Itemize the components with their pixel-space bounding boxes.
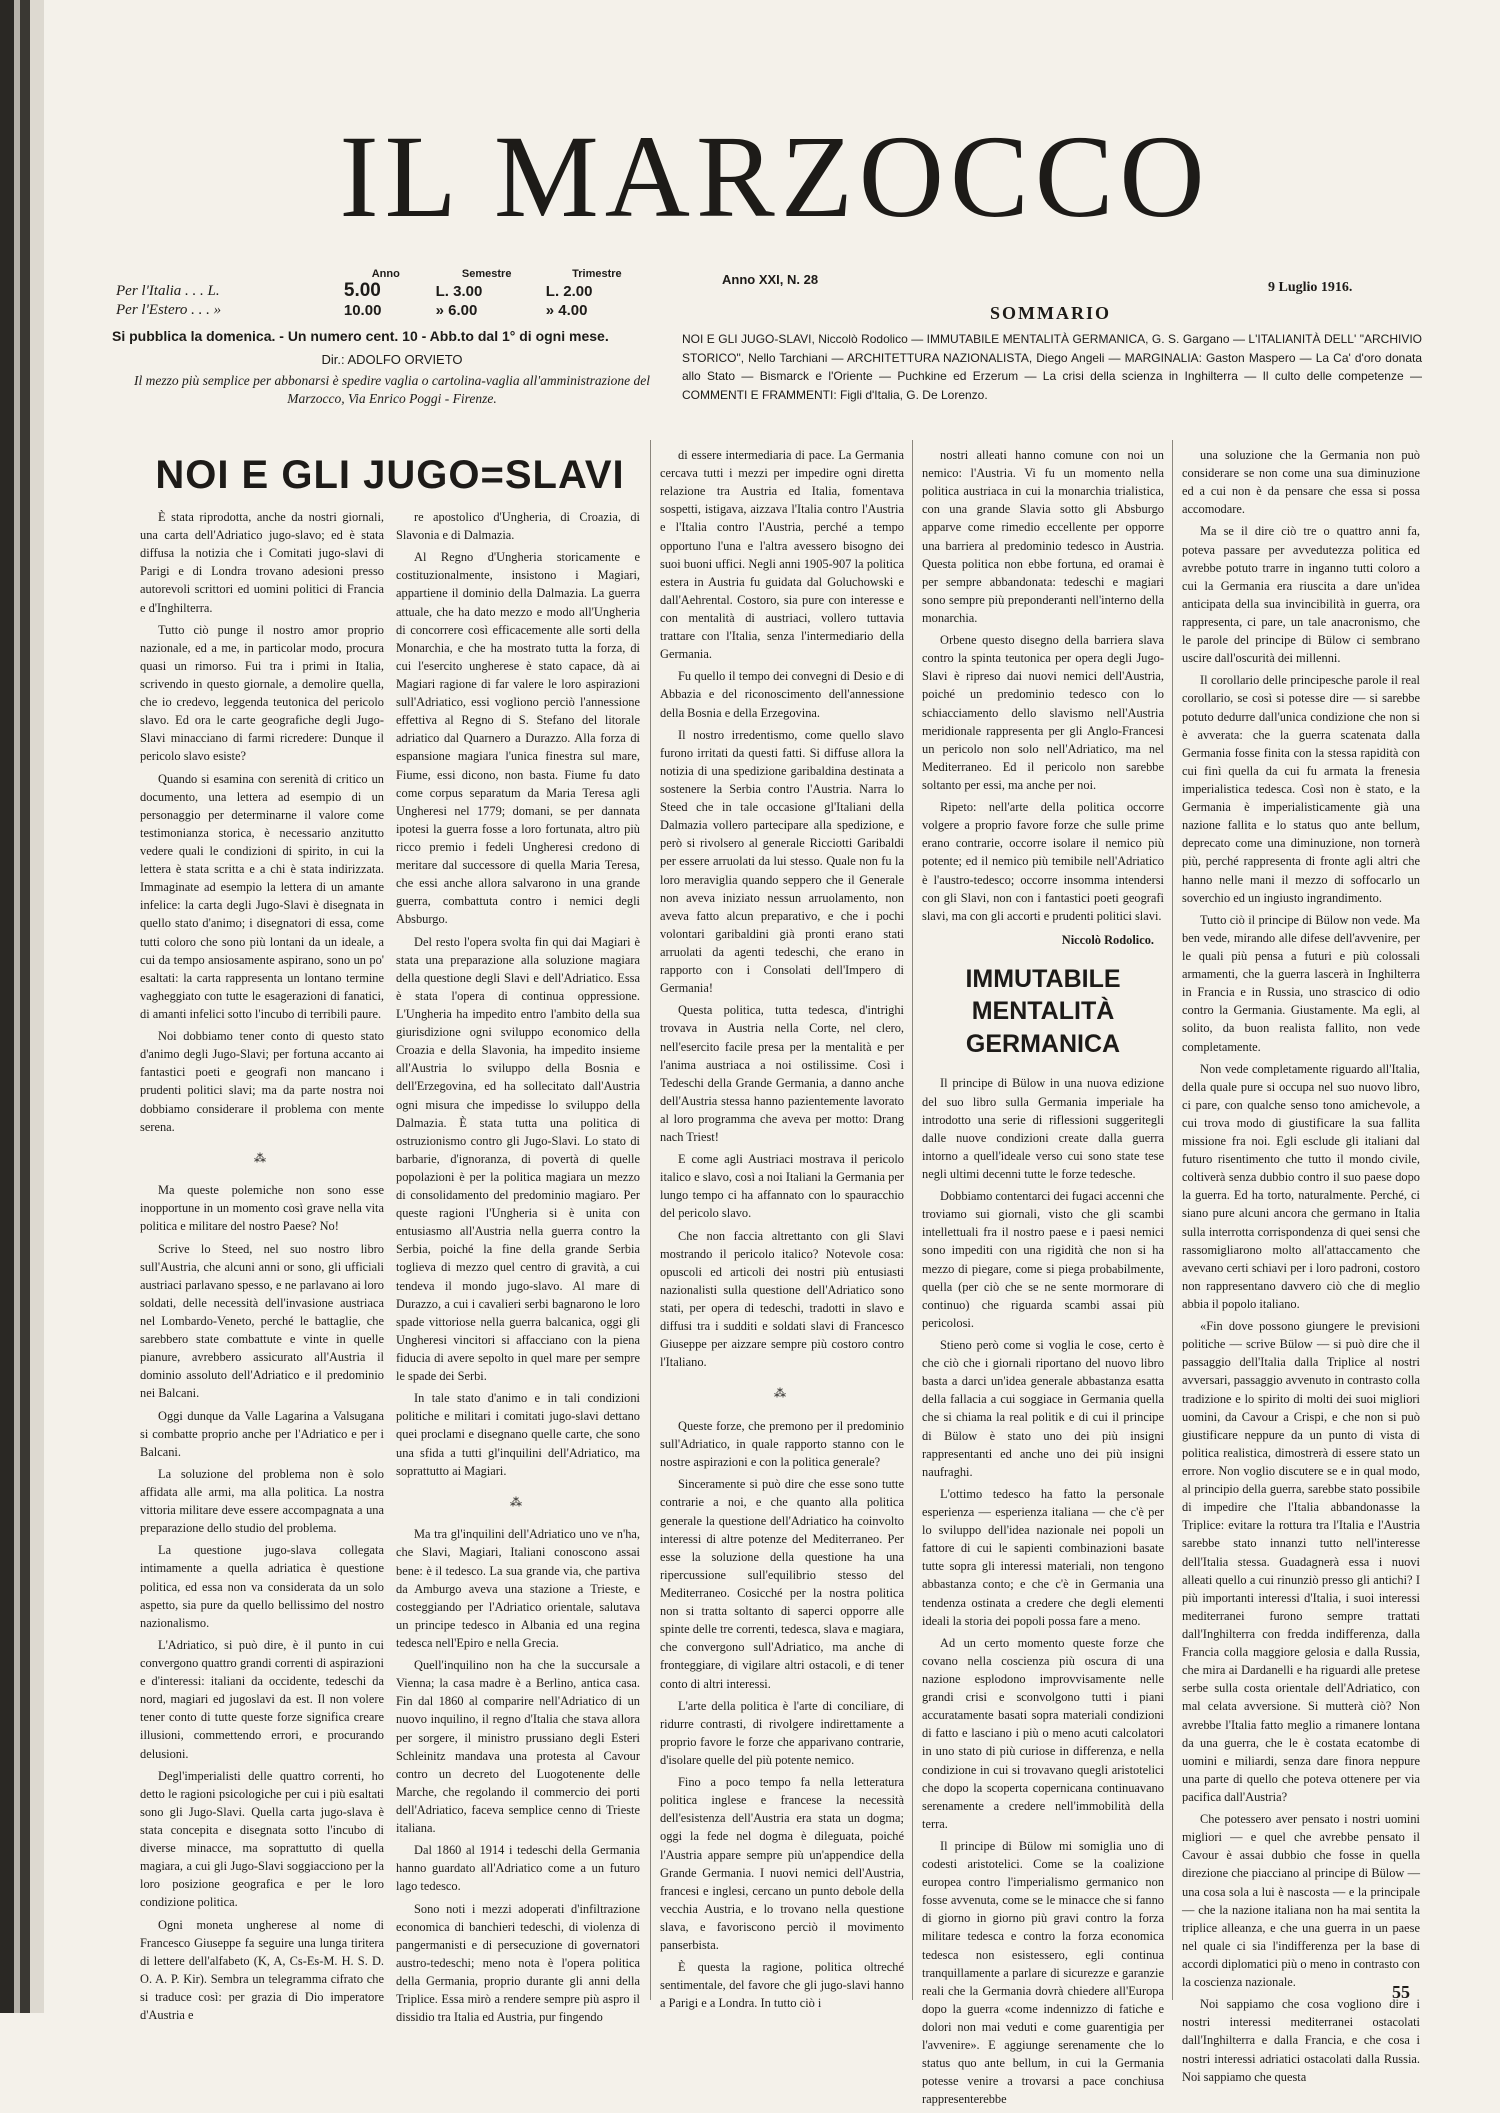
article-paragraph: L'Adriatico, si può dire, è il punto in cui convergono quattro grandi correnti di aspirazioni e d'interessi: italiani da occidente, tedeschi da nord, magiari ed jugoslavi da est. Il non volere tener conto di tutte queste forze significa creare illusioni, commettendo errori, e procurando delusioni. [140,1637,384,1761]
article-paragraph: Dobbiamo contentarci dei fugaci accenni che troviamo sui giornali, visto che gli scambi intellettuali fra il nostro paese e i paesi nemici sono impediti con una rigidità che non si ha mezzo di piegare, come si piega probabilmente, quella (per ciò che se ne sente mormorare di continuo) che riguarda scambi assai più pericolosi. [922,1189,1164,1330]
article-paragraph: Noi sappiamo che cosa vogliono dire i nostri interessi mediterranei ostacolati dall'Inghilterra e dalla Francia, e che cosa i nostri interessi adriatici ostacolati dalla Russia. Noi sappiamo che questa [1182,1997,1420,2084]
article-paragraph: Quell'inquilino non ha che la succursale a Vienna; la casa madre è a Berlino, antica casa. Fin dal 1860 al comparire nell'Adriatico di un nuovo inquilino, il regno d'Italia che stava allora per sorgere, il ministro prussiano degli Esteri Schleinitz mandava una protesta al Cavour contro un decreto del Luogotenente delle Marche, che regolando il commercio dei porti dell'Adriatico, faceva semplice cenno di Trieste italiana. [396,1658,640,1836]
article-paragraph: La questione jugo-slava collegata intimamente a quella adriatica è questione politica, ed essa non va considerata da un solo aspetto, sia pure da quello bellissimo del nostro nazionalismo. [140,1543,384,1630]
headline-line: IMMUTABILE [965,964,1121,993]
article-paragraph: Sono noti i mezzi adoperati d'infiltrazione economica di banchieri tedeschi, di violenza di pangermanisti e di persecuzione di governatori austro-tedeschi; meno nota è l'opera politica della Germania, proprio durante gli anni della Triplice. Essa mirò a rendere sempre più aspro il dissidio tra Italia ed Austria, pur fingendo [396,1901,640,2025]
article-paragraph: nostri alleati hanno comune con noi un nemico: l'Austria. Vi fu un momento nella politica austriaca in cui la monarchia trialistica, con una grande Slavia sotto gli Absburgo apparve come rimedio eccellente per opporre una barriera al predominio tedesco in Austria. Questa politica non ebbe fortuna, ed oramai è per sempre abbandonata: tedeschi e magiari sono sempre più preponderanti nell'interno della monarchia. [922,448,1164,625]
article-column [922,446,1164,2113]
article-paragraph: Sinceramente si può dire che esse sono tutte contrarie a noi, e che quanto alla politica generale la questione dell'Adriatico ha coinvolto interessi di altre potenze del Mediterraneo. Per esse la soluzione della questione ha una ripercussione sull'equilibrio stesso del Mediterraneo. Cosicché per la nostra politica non si tratta soltanto di saperci opporre alle spinte delle tre correnti, tedesca, slava e magiara, che convergono sull'Adriatico, ma anche di fronteggiare, di vigilare altri ostacoli, e di tener conto di altri interessi. [660,1477,904,1691]
article-paragraph: Il nostro irredentismo, come quello slavo furono irritati da questi fatti. Si diffuse allora la notizia di una spedizione garibaldina destinata a sostenere la Serbia contro l'Austria. Narra lo Steed che in tale occasione gl'Italiani della Dalmazia vollero partecipare alla spedizione, e però si rivolsero al generale Ricciotti Garibaldi per essere arruolati da lui stesso. Quale non fu la loro meraviglia quando seppero che il Generale non aveva iniziato nessun arruolamento, non aveva fatto alcun preparativo, e che i pochi volontari garibaldini già pronti erano stati arruolati da agenti tedeschi, che erano in rapporto con i Consolati dell'Impero di Germania! [660,727,904,996]
page-binding-edge [0,0,44,2013]
article-paragraph: Ad un certo momento queste forze che covano nella coscienza più oscura di una nazione esplodono improvvisamente nelle grandi crisi e sconvolgono tutti i piani accuratamente basati sopra materiali condizioni di fatto e lasciano i più o meno acuti calcolatori in uno stato di più curiose in differenza, e nella condizione in cui si trovavano quegli aristotelici che dopo la scoperta copernicana continuavano serenamente a credere nell'immobilità della terra. [922,1635,1164,1831]
sommario-text: NOI E GLI JUGO-SLAVI, Niccolò Rodolico — IMMUTABILE MENTALITÀ GERMANICA, G. S. Gargano — L'ITALIANITÀ DELL' "ARCHIVIO STORICO", Nello Tarchiani — ARCHITETTURA NAZIONALISTA, Diego Angeli — MARGINALIA: Gaston Maspero — La Ca' d'oro donata allo Stato — Bismarck e l'Oriente — Puchkine ed Erzerum — La crisi della scienza in Inghilterra — Il culto delle competenze — COMMENTI E FRAMMENTI: Figli d'Italia, G. De Lorenzo. [682,332,1422,402]
article-paragraph: Non vede completamente riguardo all'Italia, della quale pure si occupa nel suo nuovo libro, ci pare, con qualche senso tono amichevole, a cui trova modo di giustificare la sua fallita missione fra noi. Egli esclude gli italiani dal futuro risentimento che tutto il mondo civile, coltiverà senza dubbio contro il suo paese dopo la guerra. Ed ha torto, naturalmente. Perché, ci siano pure alcuni ancora che germano in Italia sulla interrotta corrispondenza di quei sensi che rassomigliarono molto all'attaccamento che avevano certi schiavi per i loro padroni, costoro non rappresentano davvero ciò che di meglio abbia il popolo italiano. [1182,1061,1420,1312]
article-column [396,508,640,2030]
article-paragraph: Questa politica, tutta tedesca, d'intrighi trovava in Austria nella Corte, nel clero, nell'esercito facile presa per la mentalità e per l'anima austriaca a noi ostilissime. Così i Tedeschi della Grande Germania, a danno anche dell'Austria stessa hanno pazientemente lavorato al loro programma che aveva per motto: Drang nach Triest! [660,1003,904,1145]
article-paragraph: L'ottimo tedesco ha fatto la personale esperienza — esperienza italiana — che c'è per lo sviluppo dell'idea nazionale nei popoli un fattore di cui le sapienti combinazioni basate tutte sopra gli interessi materiali, non tengono abbastanza conto; e che c'è in Germania una tendenza ostinata a credere che degli elementi ideali la storia dei popoli possa fare a meno. [922,1486,1164,1628]
section-divider: ⁂ [510,1494,526,1509]
article-paragraph: Che potessero aver pensato i nostri uomini migliori — e quel che avrebbe pensato il Cavour è assai dubbio che fosse in quella direzione che piacciano al principe di Bülow — una cosa sola a lui è nascosta — e la principale — che la nazione italiana non ha mai sentita la triplice alleanza, e che una guerra in un paese nel quale ci sia l'indifferenza per la base di accordi diplomatici più o meno in contrasto con la coscienza nazionale. [1182,1812,1420,1990]
subscription-instructions: Il mezzo più semplice per abbonarsi è spedire vaglia o cartolina-vaglia all'amministrazione del Marzocco, Via Enrico Poggi - Firenze. [133,373,651,407]
article-paragraph: Che non faccia altrettanto con gli Slavi mostrando il pericolo italico? Notevole cosa: opuscoli ed articoli dei nostri più entusiasti nazionalisti sulla questione dell'Adriatico sono stati, per opera di tedeschi, tradotti in slavo e diffusi tra i sudditi e soldati slavi di Francesco Giuseppe per aizzare sempre più costoro contro l'Italiano. [660,1228,904,1370]
column-rule [650,440,651,2000]
article-paragraph: È stata riprodotta, anche da nostri giornali, una carta dell'Adriatico jugo-slavo; ed è stata diffusa la notizia che i Comitati jugo-slavi di Parigi e di Londra trovano adesioni presso autorevoli scrittori ed uomini politici di Francia e d'Inghilterra. [140,510,384,615]
article-paragraph: di essere intermediaria di pace. La Germania cercava tutti i mezzi per impedire ogni diretta relazione tra Austria ed Italia, fomentava sospetti, istigava, aizzava l'Italia contro l'Austria e l'Italia contro l'Austria, perché a tempo opportuno l'una e l'altra avessero bisogno dei suoi buoni uffici. Negli anni 1905-907 la politica estera in Austria fu guidata dal Goluchowski e dall'Aehrental. Costoro, sia pure con interesse e con mentalità di austriaci, vollero tuttavia trattare con l'Italia, senza l'intermediario della Germania. [660,448,904,662]
article-paragraph: In tale stato d'animo e in tali condizioni politiche e militari i comitati jugo-slavi dettano quei proclami e disegnano quelle carte, che sono una sfida a tutti gl'inquilini dell'Adriatico, ma soprattutto ai Magiari. [396,1391,640,1478]
article-paragraph: Queste forze, che premono per il predominio sull'Adriatico, in quale rapporto stanno con le nostre aspirazioni e con la politica generale? [660,1418,904,1470]
sommario-title: SOMMARIO [990,303,1111,323]
article-paragraph: Degl'imperialisti delle quattro correnti, ho detto le ragioni psicologiche per cui i più esaltati sono gli Jugo-Slavi. Quella carta jugo-slava è stata concepita e disegnata sotto l'incubo di diverse minacce, ma soprattutto di quella magiara, a cui gli Jugo-Slavi soggiacciono per la loro posizione geografica e per le loro condizione politica. [140,1768,384,1910]
article-paragraph: Ogni moneta ungherese al nome di Francesco Giuseppe fa seguire una lunga tiritera di lettere dell'alfabeto (K, A, Cs-Es-M. H. S. D. O. A. P. Kir). Sembra un telegramma cifrato che si traduce così: per grazia di Dio imperatore d'Austria e [140,1917,384,2023]
article-paragraph: Il principe di Bülow mi somiglia uno di codesti aristotelici. Come se la coalizione europea contro l'imperialismo germanico non fosse avvenuta, come se le minacce che si fanno di giorno in giorno più gravi contro la forza militare tedesca e contro la forza economica tedesca non esistessero, egli continua tranquillamente a parlare di sicurezze e garanzie reali che la Germania dovrà chiedere all'Europa dopo la guerra «come indennizzo di fatiche e dolori non mai veduti e come guarentigia per l'avvenire». E aggiunge serenamente che lo status quo ante bellum, in cui la Germania potesse venire a trovarsi a pace conchiusa rappresenterebbe [922,1838,1164,2107]
subscription-table [112,268,652,319]
subscription-annual: 5.00 [343,280,381,301]
subscription-header-trimestre: Trimestre [572,268,622,280]
article-paragraph: E come agli Austriaci mostrava il pericolo italico e slavo, così a noi Italiani la Germania per lungo tempo ci ha affannato con lo spauracchio del pericolo slavo. [660,1152,904,1221]
subscription-header-anno: Anno [371,268,400,280]
article-paragraph: Oggi dunque da Valle Lagarina a Valsugana si combatte proprio anche per l'Adriatico e per i Balcani. [140,1408,384,1459]
article-column [660,446,904,2016]
article-headline-immutabile [922,963,1164,1061]
article-signature: Niccolò Rodolico. [1061,932,1154,947]
article-paragraph: Ma queste polemiche non sono esse inopportune in un momento così grave nella vita politica e militare del nostro Paese? No! [140,1183,384,1234]
subscription-annual: 10.00 [343,302,382,319]
headline-line: GERMANICA [965,1029,1121,1058]
subscription-trimestre: » 4.00 [545,302,588,319]
article-paragraph: L'arte della politica è l'arte di conciliare, di ridurre contrasti, di rivolgere indirettamente a proprio favore le forze che apparivano contrarie, d'isolare quelle del più potente nemico. [660,1698,904,1767]
masthead-title: IL MARZOCCO [339,111,1211,242]
article-paragraph: Al Regno d'Ungheria storicamente e costituzionalmente, insistono i Magiari, appartiene il dominio della Dalmazia. La guerra attuale, che ha dato mezzo e modo all'Ungheria di concorrere così efficacemente alle sorti della Monarchia, e che ha mostrato tutta la forza, di cui l'esercito ungherese è stato capace, dà ai Magiari ragione di far valere le loro aspirazioni sull'Adriatico, essi vogliono perciò l'annessione effettiva al Regno di S. Stefano del litorale adriatico dal Quarnero a Durazzo. Alla forza di espansione magiara l'unica finestra sul mare, Fiume, essi dicono, non basta. Fiume fu dato come corpus separatum da Maria Teresa agli Ungheresi nel 1779; domani, se per dannata ipotesi la guerra fosse a loro fortunata, altro più ricco premio i fedeli Ungheresi credono di meritare dal successore di quella Maria Teresa, che essi anche allora salvarono in una grande guerra, combattuta contro i nemici degli Absburgo. [396,550,640,927]
article-paragraph: «Fin dove possono giungere le previsioni politiche — scrive Bülow — si può dire che il passaggio dell'Italia dalla Triplice al nostri avversari, passaggio avvenuto in contrasto colla tradizione e lo spirito di molti dei suoi migliori uomini, da Cavour a Crispi, e che non si può giustificare neppure da un punto di vista di politica realistica, dimostrerà di essere stato un errore. Non voglio discutere se e in qual modo, al principio della guerra, sarebbe stato possibile di impedire che l'Italia abbandonasse la Triplice: evitare la rottura tra l'Italia e l'Austria sarebbe stato innanzi tutto nell'interesse dell'Italia stessa. Guadagnerà essa i nuovi alleati quello a cui rinunziò presso gli antichi? I più importanti interessi d'Italia, i suoi interessi mediterranei furono sempre trattati dall'Inghilterra con fredda indifferenza, dalla Francia colla maggiore gelosia e dalla Russia, che mira ai Dardanelli e ha riguardi alle pretese serbe sulla costa orientale dell'Adriatico, con mal celata avversione. Si mutterà ciò? Non avrebbe l'Italia fatto meglio a rimanere lontana da una guerra, che le è costata ecatombe di uomini e miliardi, senza dare finora neppure una parte di quello che poteva ottenere per via pacifica dall'Austria? [1182,1319,1420,1804]
article-paragraph: Orbene questo disegno della barriera slava contro la spinta teutonica per opera degli Jugo-Slavi è ripreso dai nuovi nemici dell'Austria, poiché un predominio tedesco con lo schiacciamento dello slavismo nell'Austria meridionale rappresenta per gli Anglo-Francesi un pericolo non solo nell'Adriatico, ma nel Mediterraneo. Ed il pericolo non sarebbe soltanto per essi, ma anche per noi. [922,633,1164,792]
article-paragraph: Tutto ciò il principe di Bülow non vede. Ma ben vede, mirando alle difese dell'avvenire, per le quali più pensa a futuri e più colossali armamenti, che la guerra lascerà in Inghilterra in Francia e in Russia, uno strascico di odio contro la Germania. Giustamente. Ma egli, al solito, da buon realista fallito, non vede completamente. [1182,912,1420,1054]
subscription-trimestre: L. 2.00 [545,282,593,300]
subscription-semestre: » 6.00 [435,302,478,319]
section-divider: ⁂ [774,1386,790,1401]
article-paragraph: Fino a poco tempo fa nella letteratura politica inglese e francese la necessità dell'esistenza dell'Austria era stata un dogma; oggi la fede nel dogma è dileguata, poiché l'Austria appare sempre più un'appendice della Grande Germania. I nuovi nemici dell'Austria, francesi e inglesi, cercano un punto debole della vecchia Austria, e lo trovano nella questione slava, e favoriscono perciò il movimento panserbista. [660,1775,904,1953]
headline-line: MENTALITÀ [971,997,1115,1026]
article-paragraph: Ma tra gl'inquilini dell'Adriatico uno ve n'ha, che Slavi, Magiari, Italiani conoscono assai bene: è il tedesco. La sua grande via, che partiva da Amburgo aveva una stazione a Trieste, e costeggiando per l'Adriatico orientale, salutava un principe tedesco in Albania ed una regina tedesca nell'Epiro e nella Grecia. [396,1527,640,1650]
article-paragraph: Fu quello il tempo dei convegni di Desio e di Abbazia e del riconoscimento dell'annessione della Bosnia e della Erzegovina. [660,669,904,720]
article-column [140,508,384,2028]
subscription-row-label: Per l'Estero . . . » [116,302,222,318]
article-paragraph: Stieno però come si voglia le cose, certo è che ciò che i giornali riportano del nuovo libro basta a darci un'idea generale abbastanza esatta della fallacia a cui soggiace in Germania quella che si chiama la real politik e di cui il principe di Bülow è stato uno dei più insigni rappresentanti ed anche uno dei più insigni naufraghi. [922,1337,1164,1479]
article-paragraph: re apostolico d'Ungheria, di Croazia, di Slavonia e di Dalmazia. [396,510,640,543]
page-number: 55 [1392,1982,1410,2002]
section-divider: ⁂ [254,1150,270,1165]
article-paragraph: Il principe di Bülow in una nuova edizione del suo libro sulla Germania imperiale ha introdotto una serie di riflessioni suggeritegli dalle nuove condizioni create dalla guerra intorno a quell'ideale verso cui sono state tese negli ultimi decenni tutte le forze tedesche. [922,1076,1164,1181]
article-column [1182,446,1420,2090]
article-paragraph: La soluzione del problema non è solo affidata alle armi, ma alla politica. La nostra vittoria militare deve essere accompagnata a una preparazione dello studio del problema. [140,1466,384,1536]
issue-number: Anno XXI, N. 28 [722,272,819,287]
subscription-row-label: Per l'Italia . . . L. [116,282,220,299]
article-paragraph: Dal 1860 al 1914 i tedeschi della Germania hanno guardato all'Adriatico come a un futuro lago tedesco. [396,1843,640,1894]
article-paragraph: Scrive lo Steed, nel suo nostro libro sull'Austria, che alcuni anni or sono, gli ufficiali austriaci parlavano spesso, e ne parlavano ai loro soldati, delle necessità dell'invasione austriaca nel Lombardo-Veneto, perché le battaglie, che sarebbero state combattute e vinte in quelle pianure, avrebbero assicurato all'Austria il dominio assoluto dell'Adriatico e il predominio nei Balcani. [140,1241,384,1401]
article-paragraph: Del resto l'opera svolta fin qui dai Magiari è stata una preparazione alla soluzione magiara della questione degli Slavi e dell'Adriatico. Essa è stata l'opera di continua oppressione. L'Ungheria ha impedito entro l'ambito della sua giurisdizione ogni sviluppo economico della Croazia e della Slavonia, ha impedito insieme all'Austria lo sviluppo della Bosnia e dell'Erzegovina, ed ha sollecitato dall'Austria ogni misura che impedisse lo sviluppo della Dalmazia. È stata tutta una politica di ostruzionismo contro gli Jugo-Slavi. Lo stato di barbarie, d'ignoranza, di povertà di quelle popolazioni è per la politica magiara un mezzo di consolidamento del predominio magiaro. Per queste ragioni l'Ungheria si è unita con entusiasmo all'Austria nella guerra contro la Serbia, poiché la fine della grande Serbia toglieva di mezzo quel centro di gravità, a cui tendeva il mondo jugo-slavo. Al mare di Durazzo, a cui i cavalieri serbi bagnarono le loro spade vittoriose nella guerra balcanica, oggi gli Ungheresi vincitori si affacciano con la piena fiducia di avere sepolto in quel mare per sempre le spade dei Serbi. [396,934,640,1384]
article-paragraph: Tutto ciò punge il nostro amor proprio nazionale, ed a me, in particolar modo, procura quasi un rimorso. Fui tra i primi in Italia, scrivendo in questo giornale, a demolire quella, che io credevo, leggenda teutonica del pericolo slavo. Ed ora le carte geografiche degli Jugo-Slavi minacciano di farmi ricredere: Dunque il pericolo slavo esiste? [140,622,384,764]
publication-info: Si pubblica la domenica. - Un numero cent. 10 - Abb.to dal 1° di ogni mese. [112,328,609,344]
article-paragraph: Ripeto: nell'arte della politica occorre volgere a proprio favore forze che sulle prime erano contrarie, occorre isolare il nemico più potente; ed il nemico più temibile nell'Adriatico è l'austro-tedesco; occorre insomma intendersi con gli Slavi, non con i fantastici poeti geografi slavi, ma con gli accorti e prudenti politici slavi. [922,800,1164,923]
article-headline: NOI E GLI JUGO=SLAVI [155,453,625,497]
article-paragraph: Quando si esamina con serenità di critico un documento, una lettera ad esempio di un personaggio per determinarne il valore come testimonianza storica, è necessario anzitutto vedere quali le condizioni di spirito, in cui la lettera è stata scritta e a chi è stata indirizzata. Immaginate ad esempio la lettera di un amante infelice: la carta degli Jugo-Slavi è disegnata in quello stato d'animo; i disegnatori di essa, come tutti coloro che sono più lontani da un ideale, a cui da tempo ansiosamente aspirano, sono un po' esaltati: la carta rappresenta un lontano termine vagheggiato con tutte le esagerazioni di fanatici, di amanti infelici sotto l'incubo di terribili paure. [140,771,384,1021]
subscription-semestre: L. 3.00 [435,282,483,300]
article-paragraph: una soluzione che la Germania non può considerare se non come una sua diminuzione ed a cui non è da pensare che essa si possa accomodare. [1182,448,1420,517]
article-paragraph: Noi dobbiamo tener conto di questo stato d'animo degli Jugo-Slavi; per fortuna accanto ai fantastici poeti e geografi non mancano i prudenti politici slavi; ma da parte nostra noi dobbiamo considerare il problema con mente serena. [140,1029,384,1134]
issue-date: 9 Luglio 1916. [1268,280,1353,295]
subscription-header-semestre: Semestre [461,268,512,280]
column-rule [912,440,913,2000]
article-paragraph: Ma se il dire ciò tre o quattro anni fa, poteva passare per avvedutezza politica ed avrebbe potuto trarre in inganno tutti coloro a cui la Germania era riuscita a dare un'idea anticipata della sua invincibilità in guerra, ora rappresenta, ci pare, un tale anacronismo, che le parole del principe di Bülow ci sembrano uscire dall'oscurità dei millenni. [1182,524,1420,666]
column-rule [1172,440,1173,2000]
article-paragraph: È questa la ragione, politica oltreché sentimentale, del favore che gli jugo-slavi hanno a Parigi e a Londra. In tutto ciò i [660,1960,904,2011]
director-line: Dir.: ADOLFO ORVIETO [321,352,463,367]
article-paragraph: Il corollario delle principesche parole il real corollario, se così si potesse dire — si sarebbe potuto dedurre dall'unica condizione che non si è avverata: che la guerra scatenata dalla Germania fosse finita con la stessa rapidità con cui finì quella da cui fu armata la frenesia imperialistica tedesca. Così non è stato, e la Germania è imperialisticamente già una nazione fallita e lo status quo ante bellum, deprecato come una diminuzione, non tornerà più, perché rappresenta di fronte agli altri che hanno nelle mani il mezzo di soffocarlo un soverchio ed un ingiusto ingrandimento. [1182,673,1420,905]
